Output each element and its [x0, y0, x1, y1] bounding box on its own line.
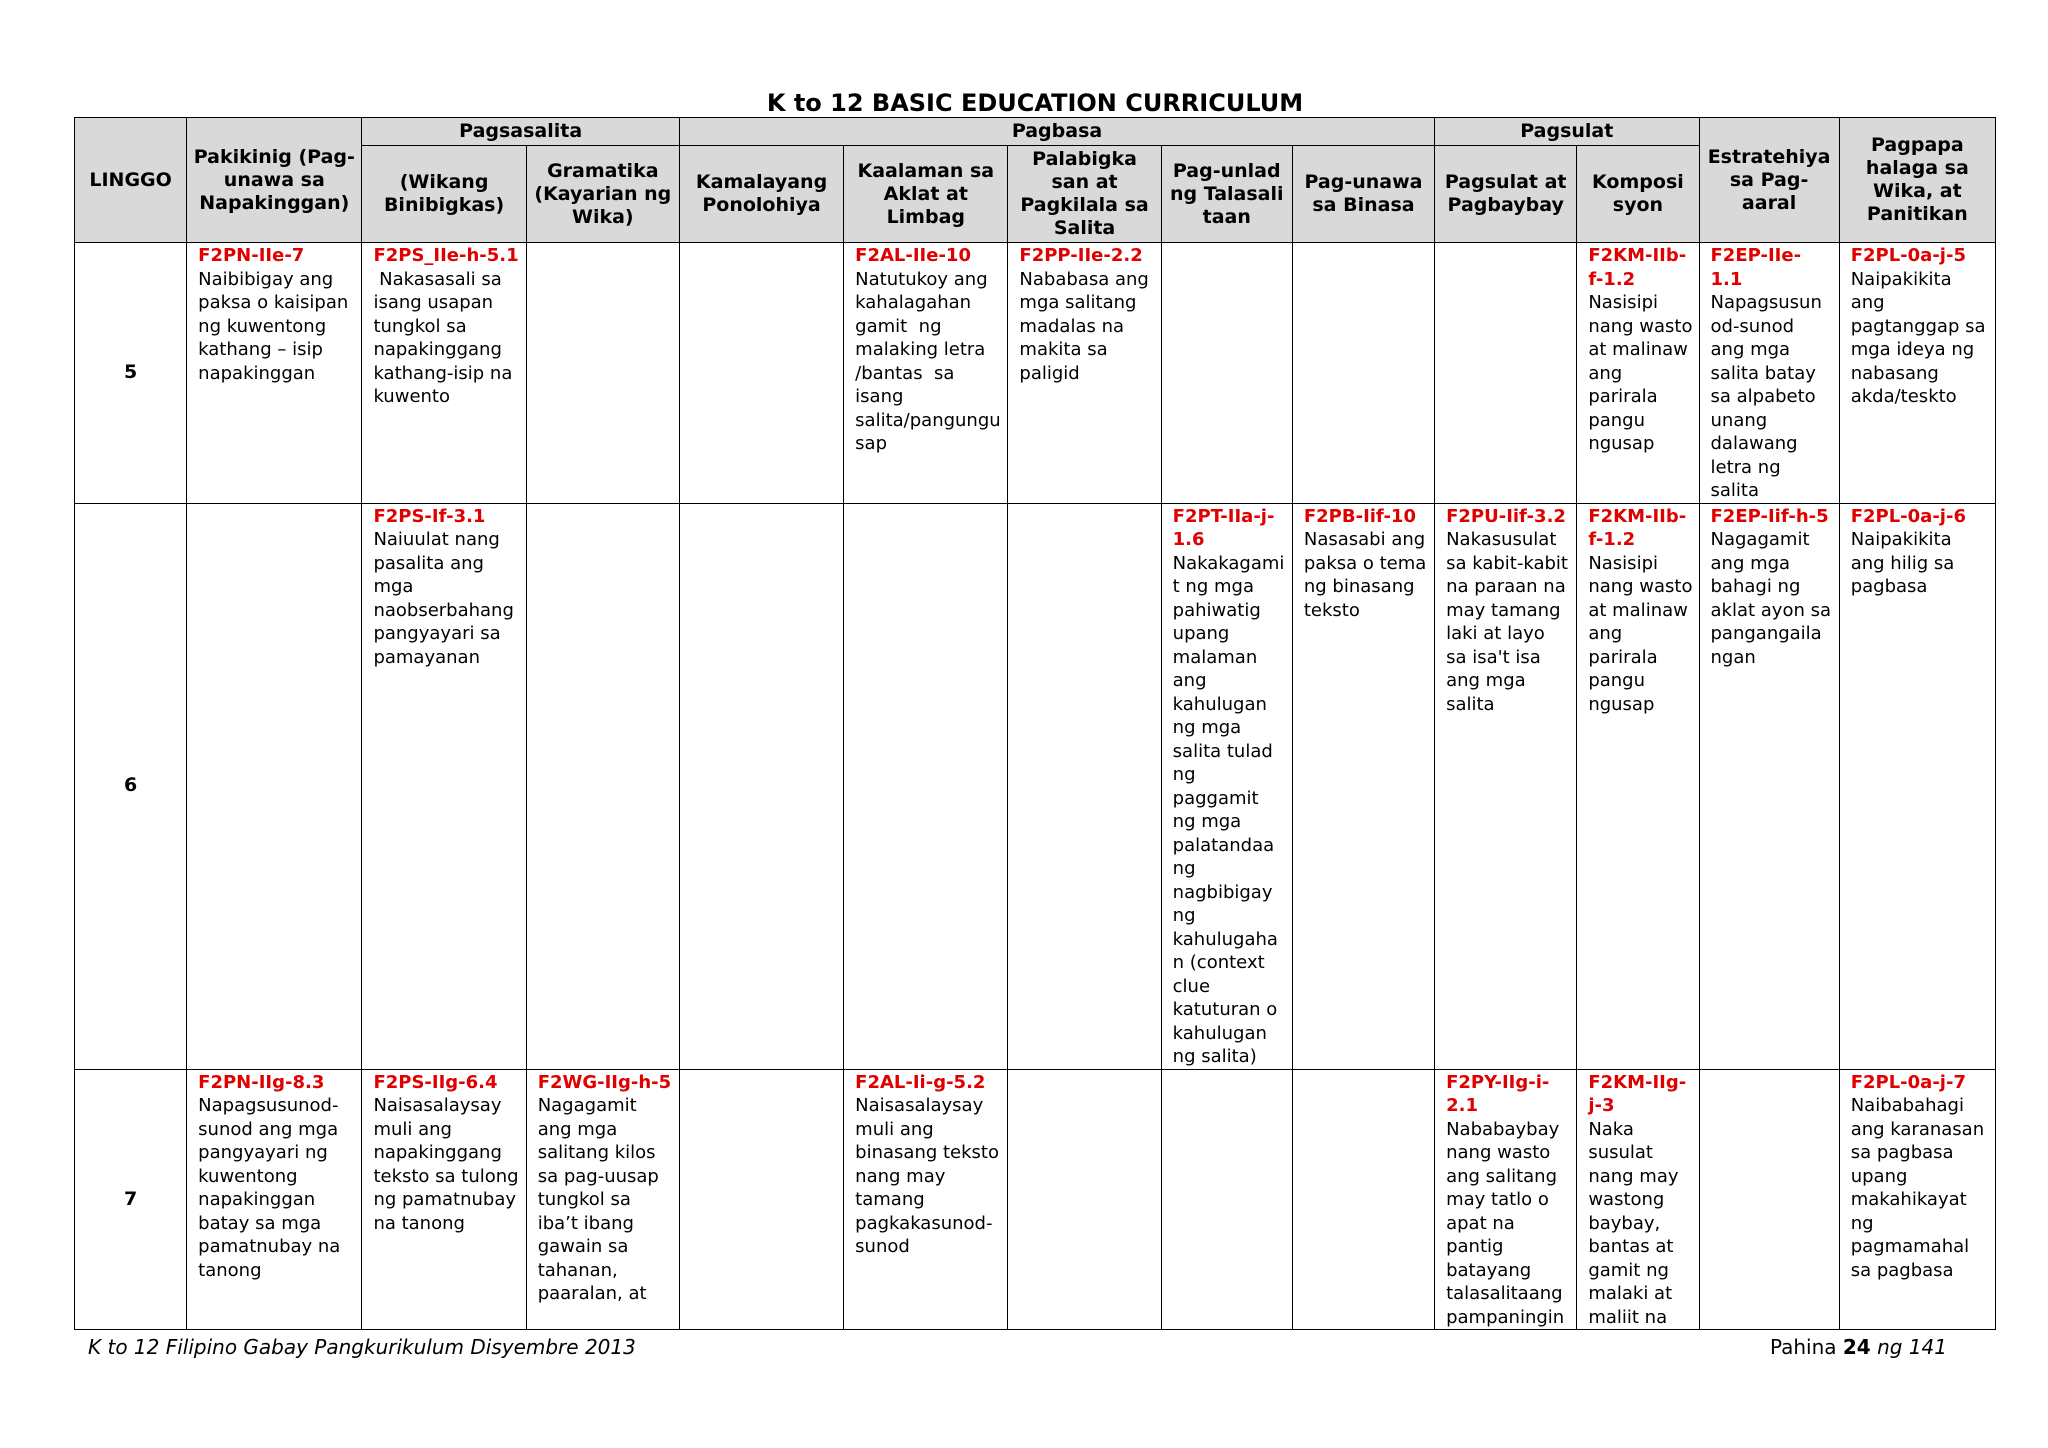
footer-page-number — [1770, 1335, 1947, 1359]
week-cell: 7 — [75, 1069, 187, 1330]
header-palabigkasan: Palabigka san at Pagkilala sa Salita — [1008, 146, 1161, 243]
competency-cell — [1008, 1069, 1161, 1330]
competency-description: Nagagamit ang mga bahagi ng aklat ayon sa pangangaila ngan — [1710, 529, 1837, 668]
competency-cell — [526, 1069, 679, 1330]
header-pagsulat: Pagsulat — [1435, 118, 1699, 146]
competency-code: F2PN-IIe-7 — [198, 245, 305, 266]
competency-code: F2PS-IIg-6.4 — [373, 1071, 498, 1093]
competency-description: Nakasasali sa isang usapan tungkol sa napakinggang kathang-isip na kuwento — [373, 268, 519, 407]
competency-description: Naibabahagi ang karanasan sa pagbasa upang makahikayat ng pagmamahal sa pagbasa — [1850, 1095, 1990, 1281]
competency-cell — [362, 1069, 526, 1330]
competency-description: Napagsusunod-sunod ang mga pangyayari ng kuwentong napakinggan batay sa mga pamatnubay na tanong — [198, 1095, 347, 1281]
competency-cell — [1435, 243, 1577, 504]
competency-cell — [1435, 1069, 1577, 1330]
competency-code: F2EP-Iif-h-5 — [1710, 505, 1829, 527]
header-pagpapahalaga: Pagpapa halaga sa Wika, at Panitikan — [1839, 118, 1995, 243]
competency-cell — [1577, 243, 1699, 504]
footer-page: 24 — [1842, 1335, 1871, 1359]
competency-code: F2KM-IIb-f-1.2 — [1588, 505, 1687, 550]
competency-cell — [844, 503, 1008, 1069]
competency-description: Nasasabi ang paksa o tema ng binasang teksto — [1303, 529, 1433, 621]
competency-description: Naiuulat nang pasalita ang mga naobserbahang pangyayari sa pamayanan — [373, 529, 520, 668]
competency-description: Naisasalaysay muli ang binasang teksto nang may tamang pagkakasunod-sunod — [855, 1095, 1005, 1257]
competency-description: Nakasusulat sa kabit-kabit na paraan na may tamang laki at layo sa isa't isa ang mga salita — [1446, 529, 1574, 715]
competency-cell — [1161, 503, 1292, 1069]
competency-description: Naisasalaysay muli ang napakinggang teksto sa tulong ng pamatnubay na tanong — [373, 1095, 525, 1234]
competency-cell — [1839, 503, 1995, 1069]
document-title: K to 12 BASIC EDUCATION CURRICULUM — [766, 89, 1304, 117]
competency-cell — [1699, 503, 1839, 1069]
competency-description: Naipakikita ang pagtanggap sa mga ideya ng nabasang akda/teskto — [1850, 268, 1992, 407]
header-wikang-binibigkas: (Wikang Binibigkas) — [362, 146, 526, 243]
competency-code: F2PU-Iif-3.2 — [1446, 505, 1566, 527]
competency-code: F2PB-Iif-10 — [1303, 505, 1416, 527]
week-cell: 6 — [75, 503, 187, 1069]
competency-code: F2KM-IIg-j-3 — [1588, 1071, 1687, 1116]
competency-cell — [679, 503, 843, 1069]
header-pagbasa: Pagbasa — [679, 118, 1434, 146]
competency-cell — [1577, 1069, 1699, 1330]
competency-code: F2PN-IIg-8.3 — [198, 1071, 325, 1093]
competency-cell — [1577, 503, 1699, 1069]
header-pagsulat-at-pagbaybay: Pagsulat at Pagbaybay — [1435, 146, 1577, 243]
competency-description: Nasisipi nang wasto at malinaw ang parirala pangu ngusap — [1588, 292, 1699, 454]
competency-cell — [1008, 243, 1161, 504]
competency-code: F2PL-0a-j-7 — [1850, 1071, 1966, 1093]
competency-cell — [1839, 243, 1995, 504]
competency-code: F2PY-IIg-i-2.1 — [1446, 1071, 1550, 1116]
header-kaalaman: Kaalaman sa Aklat at Limbag — [844, 146, 1008, 243]
competency-cell — [1161, 243, 1292, 504]
header-pagsasalita: Pagsasalita — [362, 118, 679, 146]
competency-cell — [526, 243, 679, 504]
competency-code: F2KM-IIb-f-1.2 — [1588, 245, 1687, 290]
competency-cell — [362, 503, 526, 1069]
competency-cell — [1839, 1069, 1995, 1330]
header-pag-unlad: Pag-unlad ng Talasali taan — [1161, 146, 1292, 243]
competency-code: F2PP-IIe-2.2 — [1019, 245, 1143, 266]
competency-cell — [679, 1069, 843, 1330]
curriculum-table — [74, 117, 1996, 1330]
competency-cell — [526, 503, 679, 1069]
competency-description: Napagsusun od-sunod ang mga salita batay sa alpabeto unang dalawang letra ng salita — [1710, 292, 1828, 501]
competency-cell — [1435, 503, 1577, 1069]
competency-code: F2PS_IIe-h-5.1 — [373, 245, 519, 266]
header-linggo: LINGGO — [75, 118, 187, 243]
competency-cell — [187, 503, 362, 1069]
table-row — [75, 503, 1996, 1069]
competency-code: F2WG-IIg-h-5 — [537, 1071, 672, 1093]
competency-code: F2AL-IIe-10 — [855, 245, 971, 266]
competency-code: F2AL-Ii-g-5.2 — [855, 1071, 986, 1093]
footer-source: K to 12 Filipino Gabay Pangkurikulum Disyembre 2013 — [88, 1335, 636, 1359]
header-pag-unawa: Pag-unawa sa Binasa — [1292, 146, 1434, 243]
competency-description: Naipakikita ang hilig sa pagbasa — [1850, 529, 1960, 597]
competency-description: Nasisipi nang wasto at malinaw ang parirala pangu ngusap — [1588, 552, 1699, 715]
competency-description: Natutukoy ang kahalagahan gamit ng malaking letra /bantas sa isang salita/pangungu sap — [855, 268, 1007, 454]
competency-cell — [1161, 1069, 1292, 1330]
footer-pahina: Pahina — [1769, 1335, 1837, 1359]
header-kamalayang-ponolohiya: Kamalayang Ponolohiya — [679, 146, 843, 243]
competency-cell — [1292, 243, 1434, 504]
header-gramatika: Gramatika (Kayarian ng Wika) — [526, 146, 679, 243]
competency-description: Nababaybay nang wasto ang salitang may tatlo o apat na pantig batayang talasalitaang pampaningin — [1446, 1118, 1569, 1328]
competency-cell — [187, 243, 362, 504]
week-cell: 5 — [75, 243, 187, 504]
competency-cell — [362, 243, 526, 504]
table-row — [75, 243, 1996, 504]
competency-description: Nakakagami t ng mga pahiwatig upang malaman ang kahulugan ng mga salita tulad ng paggamit ng mga palatandaa ng nagbibigay ng kahulugaha n (context clue katuturan o kahulugan ng salita) — [1172, 552, 1291, 1067]
competency-cell — [187, 1069, 362, 1330]
competency-cell — [1699, 1069, 1839, 1330]
competency-code: F2EP-IIe-1.1 — [1710, 245, 1802, 290]
competency-cell — [1292, 1069, 1434, 1330]
competency-cell — [1292, 503, 1434, 1069]
competency-description: Nababasa ang mga salitang madalas na makita sa paligid — [1019, 268, 1155, 384]
footer-of-total: ng 141 — [1877, 1335, 1947, 1359]
competency-code: F2PT-IIa-j-1.6 — [1172, 505, 1275, 550]
competency-cell — [844, 243, 1008, 504]
competency-code: F2PL-0a-j-5 — [1850, 245, 1966, 266]
header-estratehiya: Estratehiya sa Pag-aaral — [1699, 118, 1839, 243]
competency-code: F2PS-If-3.1 — [373, 505, 486, 527]
competency-cell — [1699, 243, 1839, 504]
competency-cell — [1008, 503, 1161, 1069]
header-komposisyon: Komposi syon — [1577, 146, 1699, 243]
table-row — [75, 1069, 1996, 1330]
competency-code: F2PL-0a-j-6 — [1850, 505, 1966, 527]
competency-description: Nagagamit ang mga salitang kilos sa pag-uusap tungkol sa iba’t ibang gawain sa tahanan, paaralan, at — [537, 1095, 665, 1304]
competency-cell — [679, 243, 843, 504]
competency-cell — [844, 1069, 1008, 1330]
competency-description: Naibibigay ang paksa o kaisipan ng kuwentong kathang – isip napakinggan — [198, 268, 355, 384]
header-pakikinig: Pakikinig (Pag-unawa sa Napakinggan) — [187, 118, 362, 243]
competency-description: Naka susulat nang may wastong baybay, bantas at gamit ng malaki at maliit na — [1588, 1118, 1685, 1328]
